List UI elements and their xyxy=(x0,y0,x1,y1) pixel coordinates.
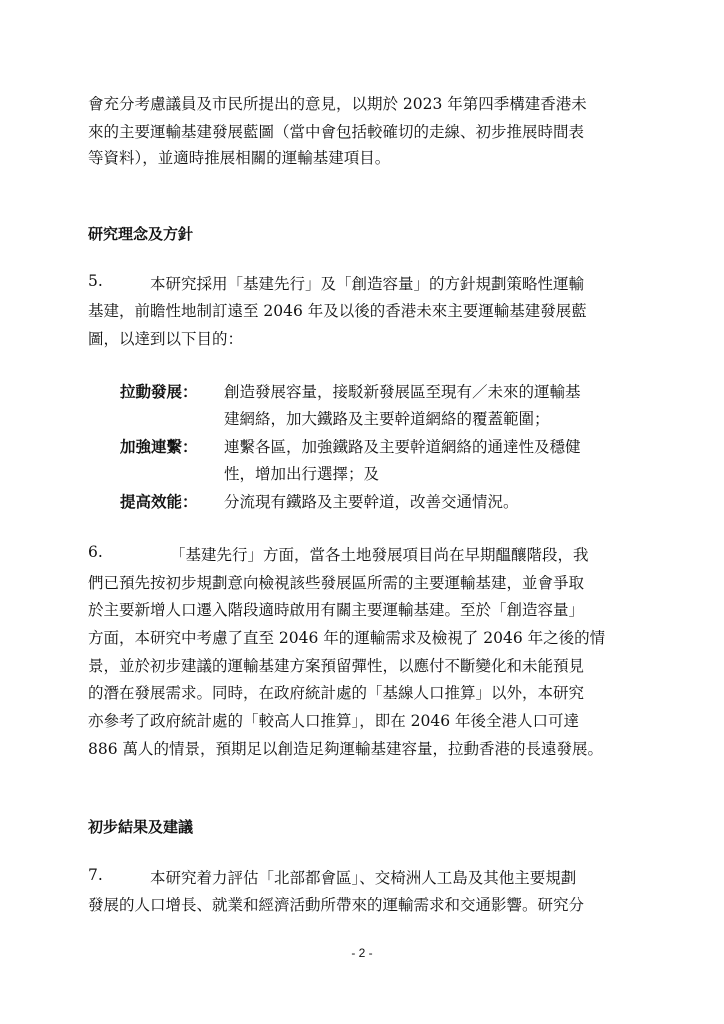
page-number: - 2 - xyxy=(351,946,373,960)
intro-line-3: 等資料），並適時推展相關的運輸基建項目。 xyxy=(88,149,391,167)
para-6-line-7: 亦參考了政府統計處的「較高人口推算」，即在 2046 年後全港人口可達 xyxy=(88,712,580,730)
para-5-line-3: 圖，以達到以下目的： xyxy=(88,330,244,348)
section-heading-results: 初步結果及建議 xyxy=(88,818,194,836)
para-6-line-4: 方面，本研究中考慮了直至 2046 年的運輸需求及檢視了 2046 年之後的情 xyxy=(88,629,606,647)
bullet-3-line-1: 分流現有鐵路及主要幹道，改善交通情況。 xyxy=(224,493,519,511)
bullet-label-strengthen-connection: 加強連繫： xyxy=(120,437,198,456)
para-5-number: 5. xyxy=(88,272,103,290)
para-7-line-2: 發展的人口增長、就業和經濟活動所帶來的運輸需求和交通影響。研究分 xyxy=(88,896,585,914)
para-7-number: 7. xyxy=(88,866,103,884)
para-6-number: 6. xyxy=(88,543,103,561)
para-5-line-1: 本研究採用「基建先行」及「創造容量」的方針規劃策略性運輸 xyxy=(150,275,585,293)
intro-line-2: 來的主要運輸基建發展藍圖（當中會包括較確切的走線、初步推展時間表 xyxy=(88,123,585,141)
para-7-line-1: 本研究着力評估「北部都會區」、交椅洲人工島及其他主要規劃 xyxy=(150,869,577,887)
para-6-line-6: 的潛在發展需求。同時，在政府統計處的「基線人口推算」以外，本研究 xyxy=(88,684,585,702)
section-heading-approach: 研究理念及方針 xyxy=(88,225,194,243)
bullet-label-drive-development: 拉動發展： xyxy=(120,382,198,401)
para-5-line-2: 基建，前瞻性地制訂遠至 2046 年及以後的香港未來主要運輸基建發展藍 xyxy=(88,302,587,320)
bullet-2-line-1: 連繫各區，加強鐵路及主要幹道網絡的通達性及穩健 xyxy=(224,438,581,456)
para-6-line-8: 886 萬人的情景，預期足以創造足夠運輸基建容量，拉動香港的長遠發展。 xyxy=(88,740,604,758)
bullet-1-line-2: 建網絡，加大鐵路及主要幹道網絡的覆蓋範圍； xyxy=(224,410,550,428)
para-6-line-1: 「基建先行」方面，當各土地發展項目尚在早期醞釀階段，我 xyxy=(170,546,589,564)
bullet-1-line-1: 創造發展容量，接駁新發展區至現有／未來的運輸基 xyxy=(224,383,581,401)
bullet-label-improve-efficiency: 提高效能： xyxy=(120,492,198,511)
para-6-line-3: 於主要新增人口遷入階段適時啟用有關主要運輸基建。至於「創造容量」 xyxy=(88,601,585,619)
para-6-line-5: 景，並於初步建議的運輸基建方案預留彈性，以應付不斷變化和未能預見 xyxy=(88,657,585,675)
intro-line-1: 會充分考慮議員及市民所提出的意見，以期於 2023 年第四季構建香港未 xyxy=(88,95,587,113)
para-6-line-2: 們已預先按初步規劃意向檢視該些發展區所需的主要運輸基建，並會爭取 xyxy=(88,574,585,592)
bullet-2-line-2: 性，增加出行選擇；及 xyxy=(224,465,380,483)
